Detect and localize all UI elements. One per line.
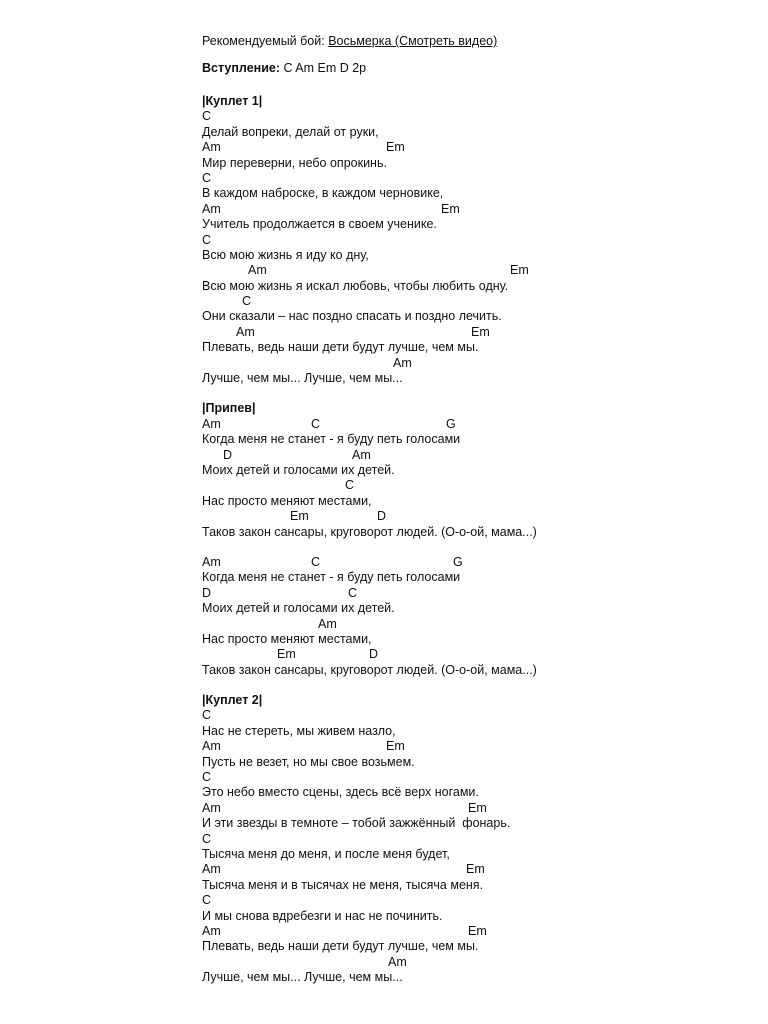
chord-line — [202, 140, 742, 155]
chord-line — [202, 109, 742, 124]
lyric-line: Лучше, чем мы... Лучше, чем мы... — [202, 970, 403, 985]
chord: Am — [388, 954, 407, 969]
lyric-line: Они сказали – нас поздно спасать и поздно лечить. — [202, 309, 502, 324]
chord: G — [453, 554, 463, 569]
chord: C — [202, 893, 212, 908]
chord: Em — [468, 800, 487, 815]
recommended-strum-label: Рекомендуемый бой: — [202, 34, 329, 48]
chord-line — [202, 171, 742, 186]
chord-line — [202, 739, 742, 754]
lyric-line: Учитель продолжается в своем ученике. — [202, 217, 437, 232]
lyric-line: Когда меня не станет - я буду петь голосами — [202, 432, 461, 447]
chord: Em — [466, 862, 485, 877]
intro-label: Вступление: — [202, 61, 280, 75]
song-section — [202, 401, 742, 678]
lyric-line: Пусть не везет, но мы свое возьмем. — [202, 754, 415, 769]
chord: Em — [510, 263, 529, 278]
chord-line — [202, 832, 742, 847]
chord: Am — [318, 616, 337, 631]
chord: Em — [277, 647, 296, 662]
chord: Em — [290, 509, 309, 524]
chord-line — [202, 325, 742, 340]
chord-line — [202, 448, 742, 463]
chord: Am — [202, 416, 221, 431]
lyric-line: Лучше, чем мы... Лучше, чем мы... — [202, 371, 403, 386]
chord: Am — [352, 447, 371, 462]
chord: Am — [202, 739, 221, 754]
chord: C — [202, 708, 212, 723]
lyric-line: И эти звезды в темноте – тобой зажжённый фонарь. — [202, 816, 511, 831]
lyric-line: Моих детей и голосами их детей. — [202, 462, 395, 477]
chord-line — [202, 801, 742, 816]
intro-chords: C Am Em D 2р — [280, 61, 367, 75]
chord-line — [202, 294, 742, 309]
chord-line — [202, 955, 742, 970]
chord: C — [202, 170, 212, 185]
chord-sheet — [202, 32, 742, 985]
chord-line — [202, 555, 742, 570]
intro-line — [202, 58, 742, 79]
chord: D — [377, 509, 387, 524]
chord-line — [202, 509, 742, 524]
chord-line — [202, 586, 742, 601]
section-title: |Куплет 1| — [202, 94, 263, 108]
lyric-line: Тысяча меня и в тысячах не меня, тысяча меня. — [202, 877, 484, 892]
chord-line — [202, 862, 742, 877]
chord-line — [202, 233, 742, 248]
chord: C — [311, 554, 321, 569]
lyric-line: Когда меня не станет - я буду петь голосами — [202, 570, 461, 585]
chord: G — [446, 416, 456, 431]
chord-line — [202, 263, 742, 278]
chord-line — [202, 617, 742, 632]
lyric-line: И мы снова вдребезги и нас не починить. — [202, 908, 443, 923]
lyric-line: Делай вопреки, делай от руки, — [202, 124, 379, 139]
chord: Am — [236, 324, 255, 339]
recommended-strum-line — [202, 32, 742, 52]
chord: Em — [471, 324, 490, 339]
lyric-line: Это небо вместо сцены, здесь всё верх ногами. — [202, 785, 479, 800]
lyric-line: Плевать, ведь наши дети будут лучше, чем мы. — [202, 340, 479, 355]
lyric-line: Всю мою жизнь я искал любовь, чтобы любить одну. — [202, 278, 509, 293]
chord-line — [202, 417, 742, 432]
lyric-line: Таков закон сансары, круговорот людей. (О-о-ой, мама...) — [202, 662, 537, 677]
lyric-line: Нас просто меняют местами, — [202, 493, 372, 508]
lyric-line: Нас не стереть, мы живем назло, — [202, 723, 396, 738]
chord-line — [202, 647, 742, 662]
section-title: |Куплет 2| — [202, 693, 263, 708]
chord: Am — [202, 800, 221, 815]
lyric-line: Нас просто меняют местами, — [202, 631, 372, 646]
chord-line — [202, 924, 742, 939]
chord: C — [345, 478, 355, 493]
lyric-line: В каждом наброске, в каждом черновике, — [202, 186, 444, 201]
chord: Am — [202, 862, 221, 877]
chord: Am — [393, 355, 412, 370]
song-section — [202, 94, 742, 386]
lyric-line: Тысяча меня до меня, и после меня будет, — [202, 846, 450, 861]
chord: Am — [202, 923, 221, 938]
chord: C — [202, 232, 212, 247]
chord: D — [223, 447, 233, 462]
chord: Am — [202, 201, 221, 216]
chord: Em — [468, 923, 487, 938]
chord-line — [202, 893, 742, 908]
lyric-line: Всю мою жизнь я иду ко дну, — [202, 247, 369, 262]
chord: Em — [386, 140, 405, 155]
lyric-line: Плевать, ведь наши дети будут лучше, чем мы. — [202, 939, 479, 954]
chord: D — [369, 647, 379, 662]
chord: C — [202, 770, 212, 785]
lyric-line: Моих детей и голосами их детей. — [202, 601, 395, 616]
song-section — [202, 693, 742, 985]
chord: C — [202, 109, 212, 124]
chord: Am — [248, 263, 267, 278]
song-sections — [202, 94, 742, 985]
lyric-line: Мир переверни, небо опрокинь. — [202, 155, 387, 170]
chord-line — [202, 356, 742, 371]
chord: C — [242, 294, 252, 309]
section-title: |Припев| — [202, 401, 256, 416]
chord: C — [202, 831, 212, 846]
chord-line — [202, 202, 742, 217]
blank-line — [202, 540, 742, 555]
strum-video-link[interactable]: Восьмерка (Смотреть видео) — [328, 34, 498, 48]
chord: C — [348, 585, 358, 600]
chord: D — [202, 585, 212, 600]
lyric-line: Таков закон сансары, круговорот людей. (О-о-ой, мама...) — [202, 524, 537, 539]
chord: Em — [441, 201, 460, 216]
chord: Em — [386, 739, 405, 754]
chord: C — [311, 416, 321, 431]
chord-line — [202, 478, 742, 493]
chord: Am — [202, 554, 221, 569]
chord-line — [202, 708, 742, 723]
chord-line — [202, 770, 742, 785]
chord: Am — [202, 140, 221, 155]
